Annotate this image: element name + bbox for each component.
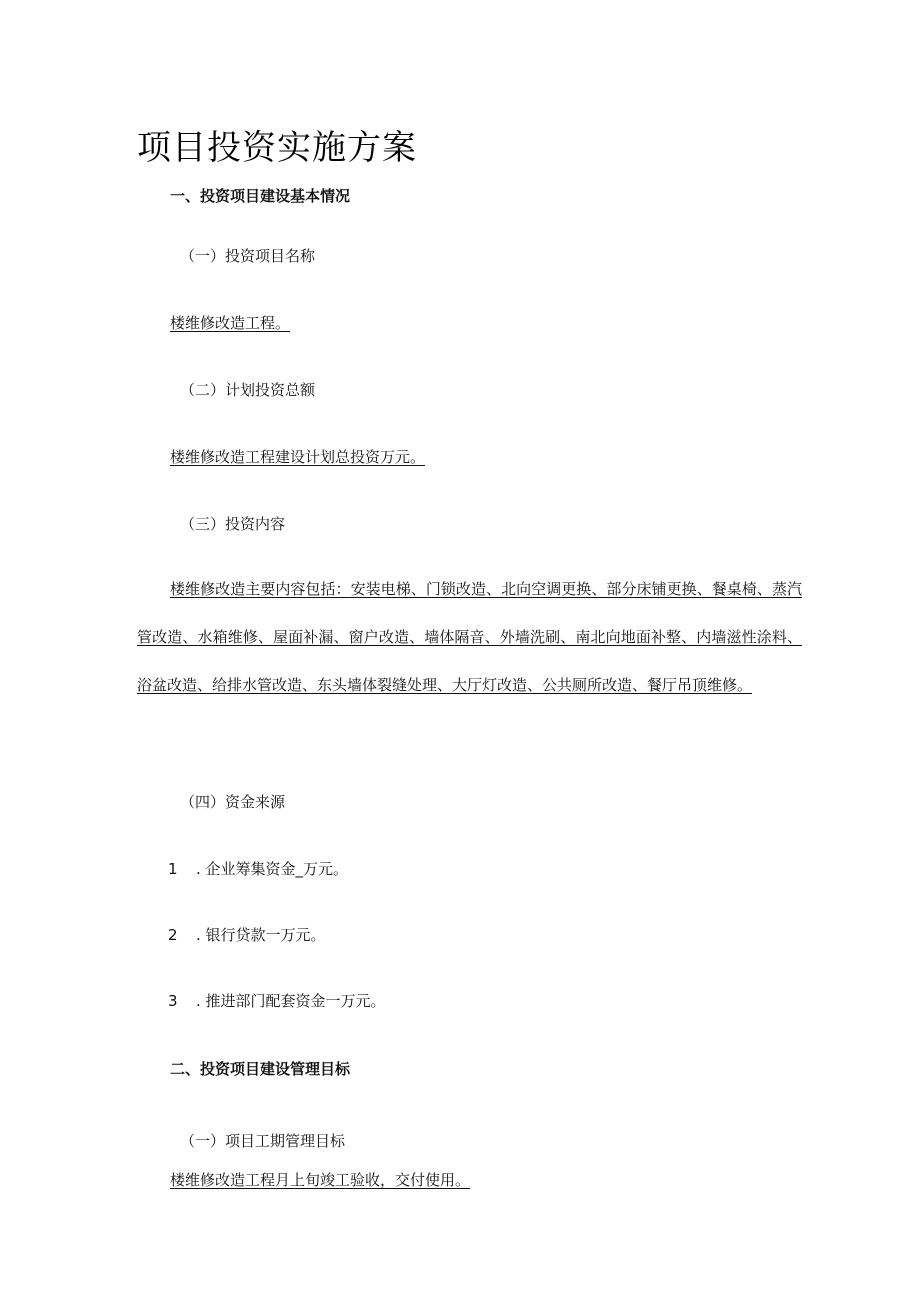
project-name-text: 楼维修改造工程。	[170, 314, 291, 332]
sub3-heading: （三）投资内容	[180, 515, 286, 533]
total-investment-text: 楼维修改造工程建设计划总投资万元。	[170, 448, 426, 466]
funding-item-1	[168, 858, 348, 879]
investment-content-text: 楼维修改造主要内容包括：安装电梯、门锁改造、北向空调更换、部分床铺更换、餐桌椅、蒸汽管改造、水箱维修、屋面补漏、窗户改造、墙体隔音、外墙洗刷、南北向地面补整、内墙滋性涂料、浴盆改造、给排水管改造、东头墙体裂缝处理、大厅灯改造、公共厕所改造、餐厅吊顶维修。	[137, 580, 802, 694]
investment-content-paragraph	[137, 565, 802, 709]
section2-sub1-heading: （一）项目工期管理目标	[180, 1132, 346, 1150]
document-title: 项目投资实施方案	[137, 128, 417, 168]
funding-item-text: . 推进部门配套资金一万元。	[196, 992, 386, 1010]
sub4-heading: （四）资金来源	[180, 793, 286, 811]
sub2-heading: （二）计划投资总额	[180, 381, 316, 399]
funding-item-2	[168, 924, 326, 945]
funding-item-number: 3	[168, 992, 178, 1010]
sub1-heading: （一）投资项目名称	[180, 247, 316, 265]
funding-item-text: . 企业筹集资金_万元。	[196, 860, 349, 878]
schedule-target-text: 楼维修改造工程月上旬竣工验收，交付使用。	[170, 1171, 471, 1189]
section2-heading: 二、投资项目建设管理目标	[170, 1060, 351, 1078]
section1-heading: 一、投资项目建设基本情况	[170, 187, 351, 205]
funding-item-text: . 银行贷款一万元。	[196, 926, 326, 944]
funding-item-number: 1	[168, 860, 178, 878]
funding-item-3	[168, 990, 386, 1011]
funding-item-number: 2	[168, 926, 178, 944]
